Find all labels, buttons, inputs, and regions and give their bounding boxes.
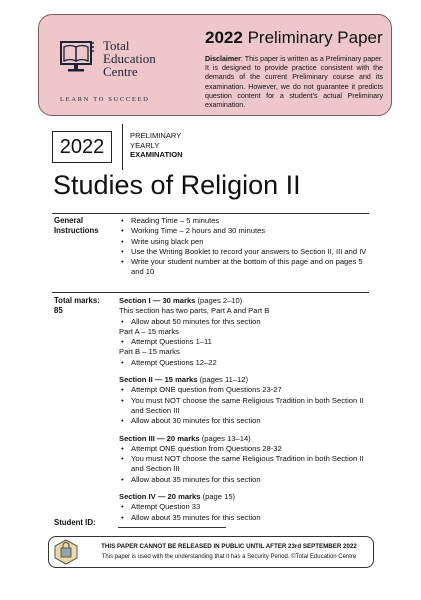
section-3 (119, 434, 369, 485)
section-pages: (pages 13–14) (199, 433, 251, 443)
section-bullet: • Attempt Questions 1–11 (119, 337, 369, 347)
year-divider (122, 124, 123, 170)
disclaimer-label: Disclaimer (205, 55, 241, 63)
section-bullet: • You must NOT choose the same Religious Tradition in both Section II and Section III (119, 454, 369, 475)
logo-text-line-1: Total (103, 38, 130, 53)
section-text: This section has two parts, Part A and Part B (119, 306, 270, 316)
general-label-line-1: General (54, 216, 84, 225)
general-label (54, 216, 99, 236)
section-bullet: • Attempt ONE question from Questions 28-32 (119, 444, 369, 454)
disclaimer (205, 55, 383, 110)
disclaimer-text: : This paper is written as a Preliminary paper. It is designed to provide practice consistent with the demands of the current Preliminary course and its examination. However, we do not guarantee it predicts question content for a student's actual Preliminary examination. (205, 55, 383, 110)
section-bullet: • Allow about 35 minutes for this section (119, 513, 369, 523)
section-heading: Section II — 15 marks (119, 375, 198, 385)
exam-type-line-3: EXAMINATION (130, 150, 183, 160)
divider-total-marks (52, 292, 369, 293)
general-instructions (119, 216, 369, 278)
logo (59, 37, 171, 105)
exam-type-line-2: YEARLY (130, 140, 160, 150)
exam-year-box: 2022 (52, 131, 112, 163)
section-text: Part B – 15 marks (119, 347, 180, 357)
student-id-field[interactable] (118, 527, 226, 528)
section-4 (119, 492, 369, 523)
logo-tagline: LEARN TO SUCCEED (60, 96, 150, 103)
exam-type (130, 131, 183, 160)
security-footer (48, 536, 374, 568)
exam-type-line-1: PRELIMINARY (130, 131, 182, 140)
section-bullet: • Attempt ONE question from Questions 23-27 (119, 385, 369, 395)
total-marks-text: Total marks: (54, 296, 100, 305)
instruction-item: • Working Time – 2 hours and 30 minutes (119, 226, 369, 236)
release-notice: THIS PAPER CANNOT BE RELEASED IN PUBLIC UNTIL AFTER 23rd SEPTEMBER 2022 (101, 543, 357, 550)
total-marks-value: 85 (54, 306, 63, 315)
section-bullet: • Allow about 35 minutes for this section (119, 475, 369, 485)
instruction-item: • Use the Writing Booklet to record your answers to Section II, III and IV (119, 247, 369, 257)
paper-title-year: 2022 (205, 28, 243, 47)
section-heading: Section III — 20 marks (119, 433, 200, 443)
section-bullet: • Attempt Question 33 (119, 502, 369, 512)
header-banner (38, 14, 392, 116)
section-bullet: • Allow about 50 minutes for this section (119, 317, 369, 327)
book-computer-logo-icon (59, 39, 97, 75)
section-1 (119, 296, 369, 368)
sections-list (119, 296, 369, 523)
section-heading: Section IV — 20 marks (119, 492, 201, 502)
instruction-item: • Write using black pen (119, 237, 369, 247)
section-2 (119, 375, 369, 426)
total-marks-label (54, 296, 100, 316)
paper-title-text: Preliminary Paper (247, 28, 383, 47)
section-heading: Section I — 30 marks (119, 296, 196, 305)
student-id-label: Student ID: (54, 518, 96, 527)
section-text: Part A – 15 marks (119, 326, 179, 336)
section-bullet: • Allow about 30 minutes for this section (119, 416, 369, 426)
logo-text-line-3: Centre (103, 64, 138, 79)
section-pages: (pages 11–12) (197, 375, 249, 385)
section-pages: (pages 2–10) (195, 296, 243, 305)
section-bullet: • You must NOT choose the same Religious Tradition in both Section II and Section III (119, 396, 369, 417)
security-notice: This paper is used with the understanding that it has a Security Period. ©Total Education Centre (101, 554, 357, 560)
divider-general (52, 213, 369, 214)
instruction-item: • Write your student number at the bottom of this page and on pages 5 and 10 (119, 257, 369, 278)
logo-text-line-2: Education (103, 51, 156, 66)
subject-title: Studies of Religion II (53, 170, 301, 200)
security-seal-icon (53, 539, 79, 565)
instruction-item: • Reading Time – 5 minutes (119, 216, 369, 226)
section-bullet: • Attempt Questions 12–22 (119, 358, 369, 368)
general-label-line-2: Instructions (54, 226, 99, 235)
section-pages: (page 15) (200, 492, 236, 502)
paper-title (205, 28, 383, 48)
